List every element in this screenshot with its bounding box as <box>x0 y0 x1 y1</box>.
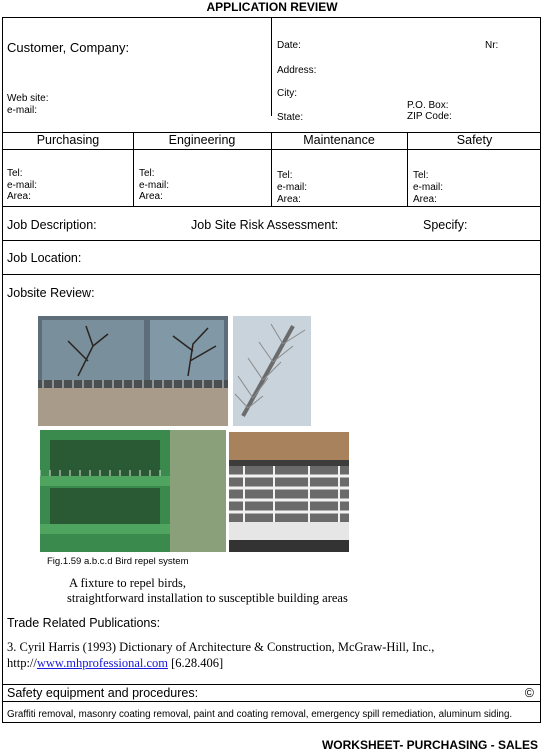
dept-area-label: Area: <box>413 194 437 205</box>
dept-area-label: Area: <box>7 191 31 202</box>
specify-label: Specify: <box>423 218 468 232</box>
risk-assessment-label: Job Site Risk Assessment: <box>191 218 339 232</box>
dept-email-label: e-mail: <box>7 180 38 191</box>
zip-code-label: ZIP Code: <box>407 111 452 122</box>
publisher-link[interactable]: www.mhprofessional.com <box>36 656 168 670</box>
po-box-label: P.O. Box: <box>407 100 449 111</box>
publication-link-line <box>7 656 223 670</box>
dept-safety-title: Safety <box>456 133 493 147</box>
green-structure-photo <box>40 430 226 552</box>
bird-spike-closeup-photo <box>233 316 311 426</box>
divider <box>271 18 272 116</box>
dept-email-label: e-mail: <box>139 180 170 191</box>
dept-purchasing-title: Purchasing <box>36 133 100 147</box>
email-label: e-mail: <box>7 105 38 116</box>
safety-procedures: Graffiti removal, masonry coating removal, paint and coating removal, emergency spill remediation, aluminum siding. <box>7 709 513 720</box>
nr-label: Nr: <box>485 40 499 51</box>
job-description-label: Job Description: <box>7 218 97 232</box>
balcony-railing-photo <box>229 432 349 552</box>
customer-company-label: Customer, Company: <box>7 40 130 55</box>
divider <box>3 206 540 207</box>
footer-title: WORKSHEET- PURCHASING - SALES <box>321 738 538 752</box>
dept-tel-label: Tel: <box>277 170 293 181</box>
job-location-label: Job Location: <box>7 251 82 265</box>
divider <box>3 274 540 275</box>
building-windows-photo <box>38 316 228 426</box>
dept-tel-label: Tel: <box>139 168 155 179</box>
publication-link-suffix: [6.28.406] <box>168 656 224 670</box>
publication-link-prefix: http:// <box>7 656 37 670</box>
jobsite-review-label: Jobsite Review: <box>7 286 95 300</box>
publication-reference: 3. Cyril Harris (1993) Dictionary of Architecture & Construction, McGraw-Hill, Inc., <box>7 640 435 654</box>
copyright-symbol: © <box>524 686 534 700</box>
safety-heading: Safety equipment and procedures: <box>7 686 199 700</box>
dept-tel-label: Tel: <box>7 168 23 179</box>
state-label: State: <box>277 112 304 123</box>
dept-area-label: Area: <box>277 194 301 205</box>
dept-engineering-title: Engineering <box>168 133 236 147</box>
publications-heading: Trade Related Publications: <box>7 616 161 630</box>
figure-text-line1: A fixture to repel birds, <box>69 576 186 590</box>
figure-caption: Fig.1.59 a.b.c.d Bird repel system <box>47 556 189 567</box>
page-title: APPLICATION REVIEW <box>206 0 338 14</box>
figure-text-line2: straightforward installation to susceptible building areas <box>67 591 348 605</box>
dept-email-label: e-mail: <box>413 182 444 193</box>
dept-email-label: e-mail: <box>277 182 308 193</box>
city-label: City: <box>277 88 297 99</box>
dept-tel-label: Tel: <box>413 170 429 181</box>
date-label: Date: <box>277 40 301 51</box>
website-label: Web site: <box>7 93 49 104</box>
dept-maintenance-title: Maintenance <box>303 133 375 147</box>
divider <box>3 684 540 685</box>
divider <box>3 240 540 241</box>
dept-area-label: Area: <box>139 191 163 202</box>
address-label: Address: <box>277 65 317 76</box>
application-form <box>2 17 541 723</box>
divider <box>3 701 540 702</box>
